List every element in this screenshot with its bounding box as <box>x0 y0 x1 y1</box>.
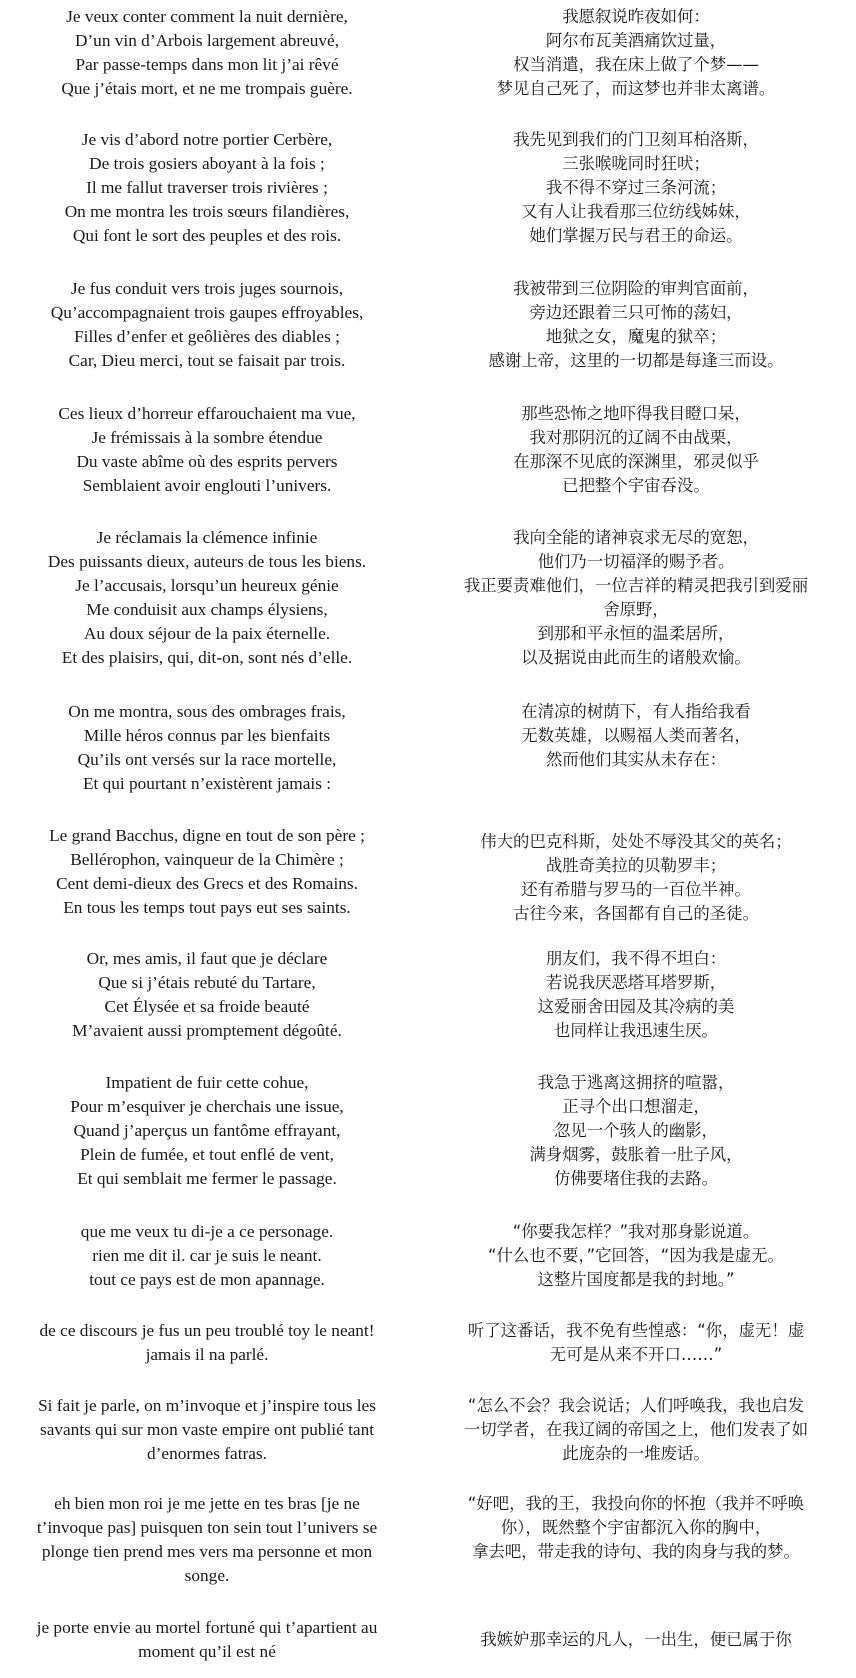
french-verse-line: d’enormes fatras. <box>147 1444 267 1463</box>
chinese-verse-line: 在那深不见底的深渊里，邪灵似乎 <box>513 452 759 471</box>
chinese-verse-line: 又有人让我看那三位纺线姊妹， <box>521 202 751 221</box>
french-verse-line: Qu’ils ont versés sur la race mortelle, <box>77 750 337 769</box>
french-verse-line: eh bien mon roi je me jette en tes bras [je ne <box>54 1494 360 1513</box>
french-stanza <box>0 128 414 248</box>
french-verse-line: Cent demi-dieux des Grecs et des Romains. <box>56 874 358 893</box>
chinese-verse-line: 这爱丽舍田园及其冷病的美 <box>537 997 735 1016</box>
chinese-stanza <box>416 700 856 772</box>
french-verse-line: Ces lieux d’horreur effarouchaient ma vue, <box>58 404 356 423</box>
french-verse-line: savants qui sur mon vaste empire ont publié tant <box>39 1420 375 1439</box>
chinese-verse-line: 我被带到三位阴险的审判官面前， <box>513 279 759 298</box>
french-verse-line: Je vis d’abord notre portier Cerbère, <box>81 130 333 149</box>
french-verse-line: Il me fallut traverser trois rivières ; <box>86 178 328 197</box>
french-verse-line: moment qu’il est né <box>138 1642 276 1661</box>
chinese-stanza <box>416 947 856 1043</box>
french-verse-line: On me montra, sous des ombrages frais, <box>68 702 346 721</box>
french-verse-line: songe. <box>184 1566 230 1585</box>
french-verse-line: Or, mes amis, il faut que je déclare <box>86 949 328 968</box>
french-verse-line: que me veux tu di-je a ce personage. <box>80 1222 334 1241</box>
chinese-verse-line: 在清凉的树荫下，有人指给我看 <box>521 702 751 721</box>
chinese-verse-line: 她们掌握万民与君王的命运。 <box>529 226 743 245</box>
french-verse-line: D’un vin d’Arbois largement abreuvé, <box>74 31 340 50</box>
chinese-verse-line: 我向全能的诸神哀求无尽的宽恕， <box>513 528 759 547</box>
french-verse-line: Et des plaisirs, qui, dit-on, sont nés d’elle. <box>61 648 353 667</box>
french-stanza <box>0 1394 414 1466</box>
french-verse-line: De trois gosiers aboyant à la fois ; <box>89 154 325 173</box>
chinese-stanza <box>416 1394 856 1466</box>
chinese-verse-line: 权当消遣，我在床上做了个梦—— <box>513 55 759 74</box>
french-verse-line: Si fait je parle, on m’invoque et j’inspire tous les <box>38 1396 376 1415</box>
french-verse-line: Qu’accompagnaient trois gaupes effroyables, <box>50 303 364 322</box>
chinese-stanza <box>416 1492 856 1564</box>
chinese-verse-line: 拿去吧，带走我的诗句、我的肉身与我的梦。 <box>472 1542 800 1561</box>
french-stanza <box>0 947 414 1043</box>
french-verse-line: Me conduisit aux champs élysiens, <box>86 600 328 619</box>
chinese-verse-line: 战胜奇美拉的贝勒罗丰； <box>545 856 727 875</box>
chinese-verse-line: 一切学者，在我辽阔的帝国之上，他们发表了如 <box>463 1420 809 1439</box>
chinese-verse-line: 若说我厌恶塔耳塔罗斯， <box>545 973 727 992</box>
french-stanza <box>0 1220 414 1292</box>
french-verse-line: Le grand Bacchus, digne en tout de son père ; <box>49 826 365 845</box>
chinese-verse-line: 你），既然整个宇宙都沉入你的胸中， <box>500 1518 772 1537</box>
chinese-verse-line: 感谢上帝，这里的一切都是每逢三而设。 <box>488 351 784 370</box>
french-verse-line: Que si j’étais rebuté du Tartare, <box>98 973 316 992</box>
chinese-verse-line: 我急于逃离这拥挤的喧嚣， <box>537 1073 735 1092</box>
chinese-verse-line: 仿佛要堵住我的去路。 <box>554 1169 718 1188</box>
chinese-verse-line: 梦见自己死了，而这梦也并非太离谱。 <box>496 79 776 98</box>
french-verse-line: Je veux conter comment la nuit dernière, <box>66 7 348 26</box>
french-verse-line: Quand j’aperçus un fantôme effrayant, <box>73 1121 341 1140</box>
french-verse-line: Je réclamais la clémence infinie <box>96 528 318 547</box>
chinese-verse-line: 满身烟雾，鼓胀着一肚子风， <box>529 1145 743 1164</box>
chinese-stanza <box>416 402 856 498</box>
chinese-verse-line: 无可是从来不开口……” <box>549 1345 723 1364</box>
chinese-verse-line: 那些恐怖之地吓得我目瞪口呆， <box>521 404 751 423</box>
french-verse-line: plonge tien prend mes vers ma personne et mon <box>41 1542 373 1561</box>
chinese-stanza <box>416 526 856 670</box>
chinese-verse-line: 还有希腊与罗马的一百位半神。 <box>521 880 751 899</box>
french-verse-line: Et qui semblait me fermer le passage. <box>77 1169 337 1188</box>
french-verse-line: jamais il na parlé. <box>145 1345 269 1364</box>
chinese-stanza <box>416 1319 856 1367</box>
chinese-verse-line: 伟大的巴克科斯，处处不辱没其父的英名； <box>480 832 792 851</box>
french-verse-line: de ce discours je fus un peu troublé toy le neant! <box>39 1321 375 1340</box>
french-stanza <box>0 277 414 373</box>
french-stanza <box>0 1319 414 1367</box>
chinese-stanza <box>416 128 856 248</box>
french-verse-line: Par passe-temps dans mon lit j’ai rêvé <box>75 55 339 74</box>
french-verse-line: Cet Élysée et sa froide beauté <box>104 997 310 1016</box>
chinese-stanza <box>416 1071 856 1191</box>
chinese-verse-line: 听了这番话，我不免有些惶惑：“你，虚无！虚 <box>467 1321 805 1340</box>
french-stanza <box>0 1492 414 1588</box>
french-verse-line: Qui font le sort des peuples et des rois. <box>72 226 342 245</box>
french-verse-line: Je frémissais à la sombre étendue <box>91 428 323 447</box>
french-verse-line: Car, Dieu merci, tout se faisait par trois. <box>68 351 346 370</box>
french-verse-line: M’avaient aussi promptement dégoûté. <box>72 1021 342 1040</box>
chinese-verse-line: 已把整个宇宙吞没。 <box>562 476 710 495</box>
chinese-stanza <box>416 1220 856 1292</box>
chinese-verse-line: 也同样让我迅速生厌。 <box>554 1021 718 1040</box>
chinese-verse-line: “什么也不要，”它回答，“因为我是虚无。 <box>488 1246 784 1265</box>
french-verse-line: En tous les temps tout pays eut ses saints. <box>63 898 351 917</box>
french-stanza <box>0 824 414 920</box>
french-verse-line: Je l’accusais, lorsqu’un heureux génie <box>75 576 339 595</box>
french-verse-line: Bellérophon, vainqueur de la Chimère ; <box>70 850 344 869</box>
french-stanza <box>0 402 414 498</box>
french-verse-line: Filles d’enfer et geôlières des diables ; <box>74 327 340 346</box>
chinese-verse-line: 古往今来，各国都有自己的圣徒。 <box>513 904 759 923</box>
french-verse-line: Plein de fumée, et tout enflé de vent, <box>80 1145 334 1164</box>
french-verse-line: Je fus conduit vers trois juges sournois, <box>70 279 344 298</box>
chinese-verse-line: 我愿叙说昨夜如何： <box>562 7 710 26</box>
chinese-verse-line: 地狱之女，魔鬼的狱卒； <box>545 327 727 346</box>
chinese-verse-line: 舍原野， <box>603 600 669 619</box>
chinese-verse-line: 我不得不穿过三条河流； <box>545 178 727 197</box>
chinese-verse-line: 无数英雄，以赐福人类而著名， <box>521 726 751 745</box>
french-verse-line: Semblaient avoir englouti l’univers. <box>82 476 332 495</box>
chinese-stanza <box>416 1628 856 1652</box>
chinese-verse-line: 他们乃一切福泽的赐予者。 <box>537 552 735 571</box>
french-verse-line: Au doux séjour de la paix éternelle. <box>83 624 331 643</box>
french-verse-line: Des puissants dieux, auteurs de tous les biens. <box>47 552 367 571</box>
french-stanza <box>0 1071 414 1191</box>
chinese-verse-line: 然而他们其实从未存在： <box>545 750 727 769</box>
french-verse-line: Que j’étais mort, et ne me trompais guère. <box>61 79 353 98</box>
french-verse-line: Pour m’esquiver je cherchais une issue, <box>70 1097 344 1116</box>
french-verse-line: Impatient de fuir cette cohue, <box>105 1073 309 1092</box>
french-verse-line: je porte envie au mortel fortuné qui t’apartient au <box>36 1618 378 1637</box>
chinese-verse-line: 旁边还跟着三只可怖的荡妇， <box>529 303 743 322</box>
chinese-verse-line: “你要我怎样？”我对那身影说道。 <box>512 1222 760 1241</box>
french-stanza <box>0 5 414 101</box>
chinese-stanza <box>416 277 856 373</box>
chinese-verse-line: “好吧，我的王，我投向你的怀抱（我并不呼唤 <box>467 1494 805 1513</box>
french-stanza <box>0 1616 414 1664</box>
chinese-verse-line: 这整片国度都是我的封地。” <box>537 1270 735 1289</box>
chinese-verse-line: 以及据说由此而生的诸般欢愉。 <box>521 648 751 667</box>
french-verse-line: Et qui pourtant n’existèrent jamais : <box>82 774 332 793</box>
chinese-verse-line: 忽见一个骇人的幽影， <box>554 1121 718 1140</box>
chinese-verse-line: 到那和平永恒的温柔居所， <box>537 624 735 643</box>
french-verse-line: rien me dit il. car je suis le neant. <box>92 1246 322 1265</box>
chinese-verse-line: 阿尔布瓦美酒痛饮过量， <box>545 31 727 50</box>
french-verse-line: Du vaste abîme où des esprits pervers <box>76 452 338 471</box>
chinese-verse-line: 正寻个出口想溜走， <box>562 1097 710 1116</box>
chinese-verse-line: 朋友们，我不得不坦白： <box>545 949 727 968</box>
french-verse-line: On me montra les trois sœurs filandières, <box>64 202 350 221</box>
chinese-verse-line: 此庞杂的一堆废话。 <box>562 1444 710 1463</box>
french-verse-line: Mille héros connus par les bienfaits <box>83 726 331 745</box>
chinese-verse-line: 我正要责难他们，一位吉祥的精灵把我引到爱丽 <box>463 576 809 595</box>
french-verse-line: tout ce pays est de mon apannage. <box>89 1270 325 1289</box>
chinese-verse-line: “怎么不会？我会说话；人们呼唤我，我也启发 <box>467 1396 805 1415</box>
french-stanza <box>0 526 414 670</box>
french-stanza <box>0 700 414 796</box>
chinese-stanza <box>416 830 856 926</box>
chinese-verse-line: 三张喉咙同时狂吠； <box>562 154 710 173</box>
chinese-stanza <box>416 5 856 101</box>
french-verse-line: t’invoque pas] puisquen ton sein tout l’univers se <box>36 1518 378 1537</box>
chinese-verse-line: 我对那阴沉的辽阔不由战栗， <box>529 428 743 447</box>
chinese-verse-line: 我嫉妒那幸运的凡人，一出生，便已属于你 <box>480 1630 792 1649</box>
chinese-verse-line: 我先见到我们的门卫刻耳柏洛斯， <box>513 130 759 149</box>
